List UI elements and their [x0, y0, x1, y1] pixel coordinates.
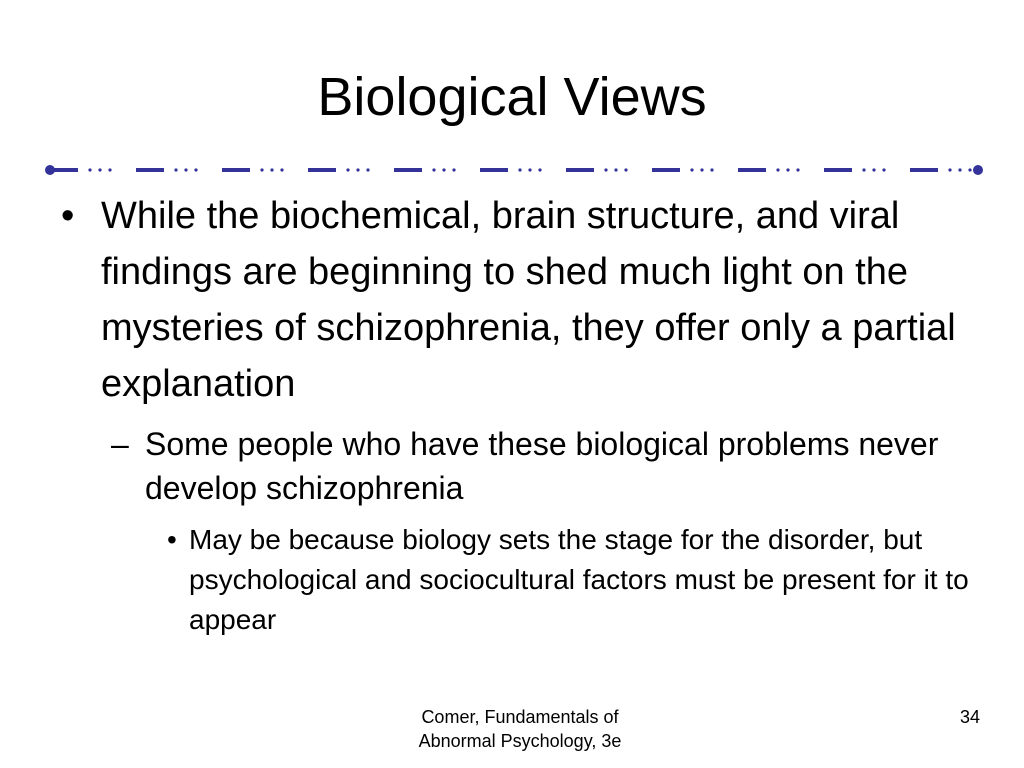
divider-dot — [882, 168, 885, 171]
divider-dot — [700, 168, 703, 171]
bullet-marker: • — [167, 524, 177, 555]
bullet-level-3 — [165, 520, 978, 640]
divider-dot — [528, 168, 531, 171]
divider-dot — [194, 168, 197, 171]
divider-pattern — [50, 168, 972, 171]
footer-source-line-1: Comer, Fundamentals of — [421, 707, 619, 727]
divider-dot — [538, 168, 541, 171]
divider-dot — [958, 168, 961, 171]
bullet-marker: • — [61, 195, 75, 237]
divider-dot — [862, 168, 865, 171]
divider-dot — [948, 168, 951, 171]
divider-end-dot-left — [45, 165, 55, 175]
divider-dot — [108, 168, 111, 171]
bullet-level-3-text: May be because biology sets the stage for the disorder, but psychological and sociocultural factors must be present for it to appear — [189, 524, 969, 635]
divider-dot — [260, 168, 263, 171]
slide-body — [58, 188, 978, 640]
divider-dot — [346, 168, 349, 171]
dash-marker: – — [111, 426, 129, 462]
divider-dot — [518, 168, 521, 171]
divider-dot — [710, 168, 713, 171]
footer-source — [380, 705, 660, 753]
divider-dot — [270, 168, 273, 171]
divider-dot — [452, 168, 455, 171]
footer-source-line-2: Abnormal Psychology, 3e — [418, 731, 622, 751]
title-divider — [44, 160, 984, 180]
divider-dot — [690, 168, 693, 171]
divider-dot — [184, 168, 187, 171]
divider-dot — [98, 168, 101, 171]
divider-dot — [776, 168, 779, 171]
divider-dot — [796, 168, 799, 171]
divider-dot — [968, 168, 971, 171]
slide-title: Biological Views — [317, 67, 707, 127]
divider-dot — [872, 168, 875, 171]
divider-dot — [614, 168, 617, 171]
divider-dot — [432, 168, 435, 171]
divider-dot — [174, 168, 177, 171]
divider-dot — [786, 168, 789, 171]
divider-dot — [356, 168, 359, 171]
slide-number: 34 — [959, 707, 980, 727]
bullet-level-1 — [58, 188, 978, 412]
divider-dot — [366, 168, 369, 171]
bullet-level-2-text: Some people who have these biological problems never develop schizophrenia — [145, 426, 939, 506]
divider-dot — [442, 168, 445, 171]
divider-dot — [280, 168, 283, 171]
divider-dot — [604, 168, 607, 171]
bullet-level-1-text: While the biochemical, brain structure, and viral findings are beginning to shed much light on the mysteries of schizophrenia, they offer only a partial explanation — [101, 195, 956, 405]
bullet-level-2 — [111, 422, 978, 510]
divider-dot — [88, 168, 91, 171]
divider-end-dot-right — [973, 165, 983, 175]
divider-dot — [624, 168, 627, 171]
